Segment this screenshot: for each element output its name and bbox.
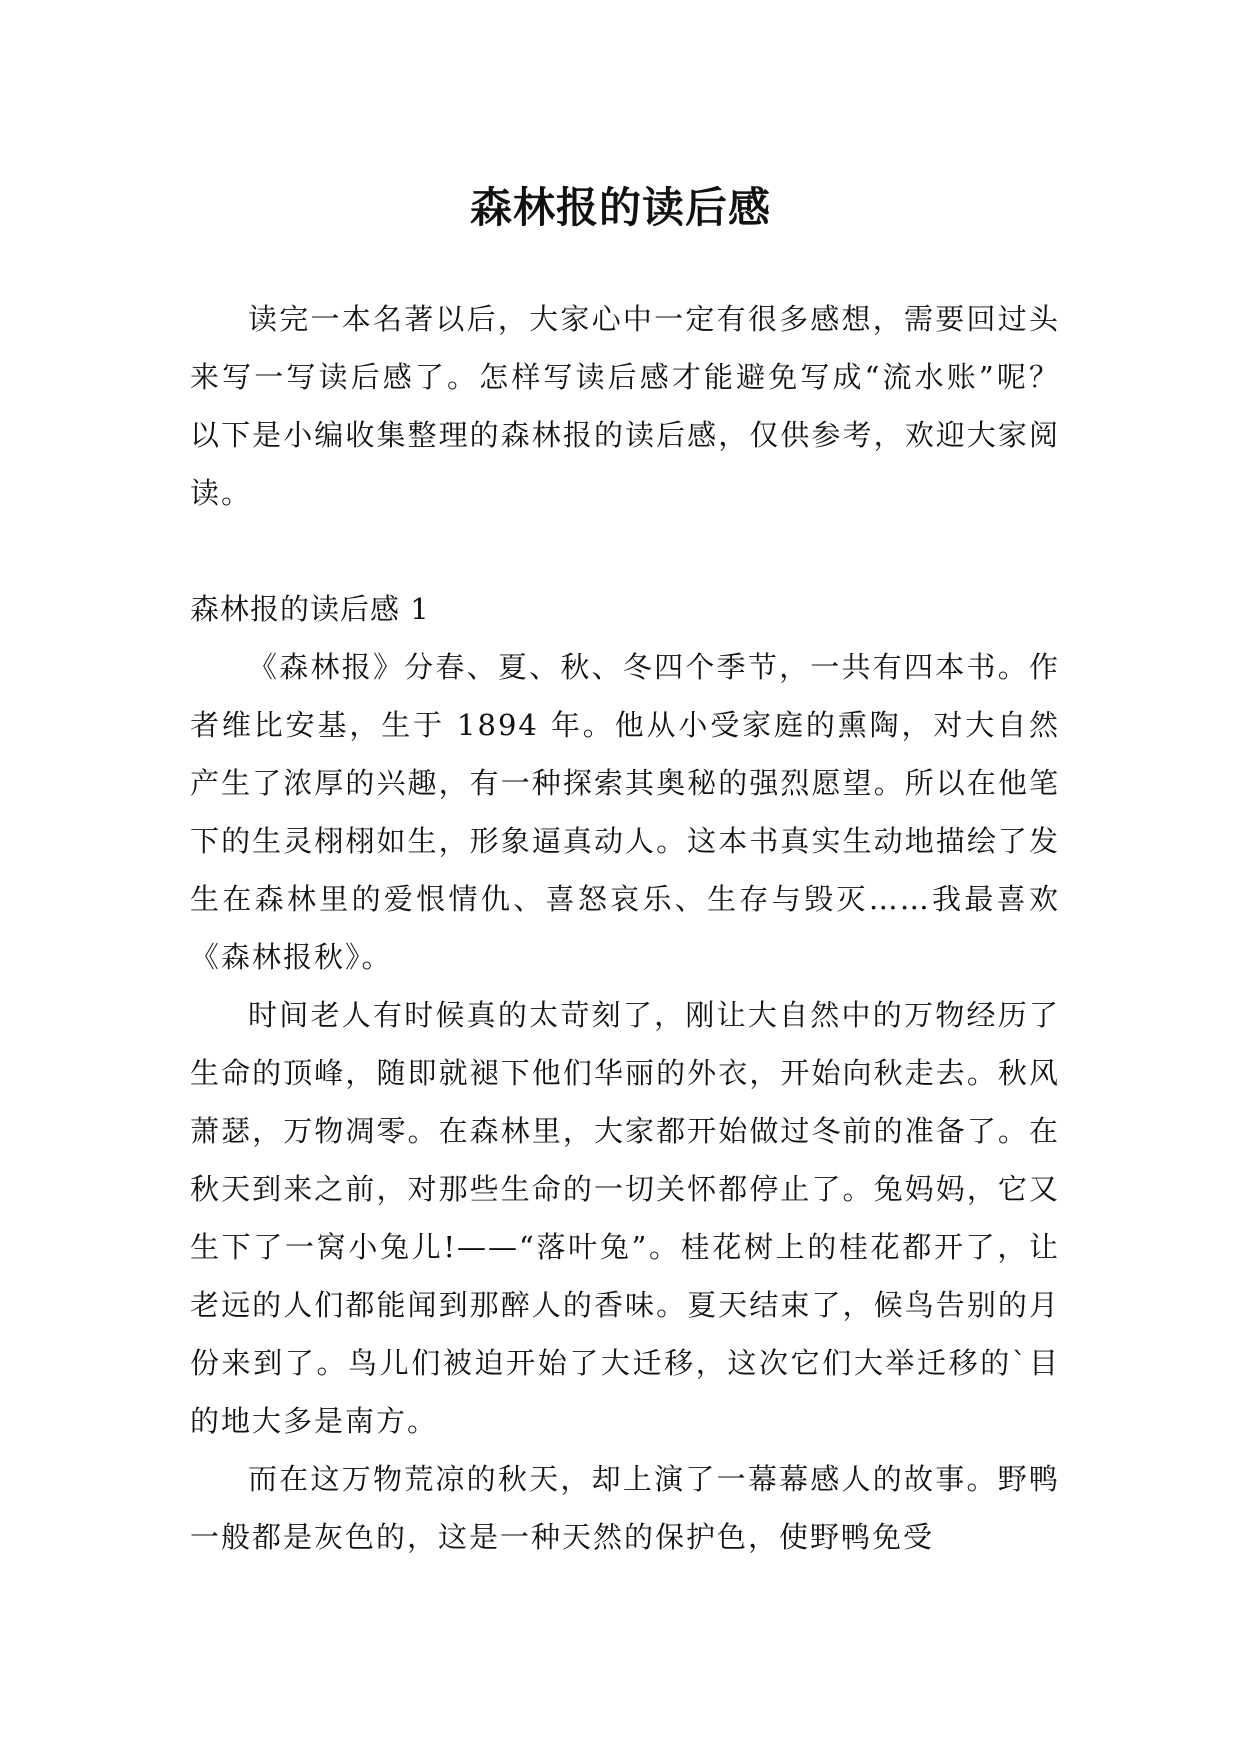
body-paragraph-3: 而在这万物荒凉的秋天，却上演了一幕幕感人的故事。野鸭一般都是灰色的，这是一种天然的保护色，使野鸭免受 [190,1462,1060,1554]
document-title: 森林报的读后感 [469,183,771,233]
body-paragraph-2: 时间老人有时候真的太苛刻了，刚让大自然中的万物经历了生命的顶峰，随即就褪下他们华丽的外衣，开始向秋走去。秋风萧瑟，万物凋零。在森林里，大家都开始做过冬前的准备了。在秋天到来之前，对那些生命的一切关怀都停止了。兔妈妈，它又生下了一窝小兔儿!——“落叶兔”。桂花树上的桂花都开了，让老远的人们都能闻到那醉人的香味。夏天结束了，候鸟告别的月份来到了。鸟儿们被迫开始了大迁移，这次它们大举迁移的`目的地大多是南方。 [190,998,1060,1438]
section-heading: 森林报的读后感 1 [190,592,430,626]
body-paragraph-1: 《森林报》分春、夏、秋、冬四个季节，一共有四本书。作者维比安基，生于 1894 年。他从小受家庭的熏陶，对大自然产生了浓厚的兴趣，有一种探索其奥秘的强烈愿望。所以在他笔下的生灵栩栩如生，形象逼真动人。这本书真实生动地描绘了发生在森林里的爱恨情仇、喜怒哀乐、生存与毁灭……我最喜欢《森林报秋》。 [190,650,1060,974]
document-body [190,290,1060,1566]
intro-paragraph: 读完一本名著以后，大家心中一定有很多感想，需要回过头来写一写读后感了。怎样写读后感才能避免写成“流水账”呢？以下是小编收集整理的森林报的读后感，仅供参考，欢迎大家阅读。 [190,302,1060,510]
